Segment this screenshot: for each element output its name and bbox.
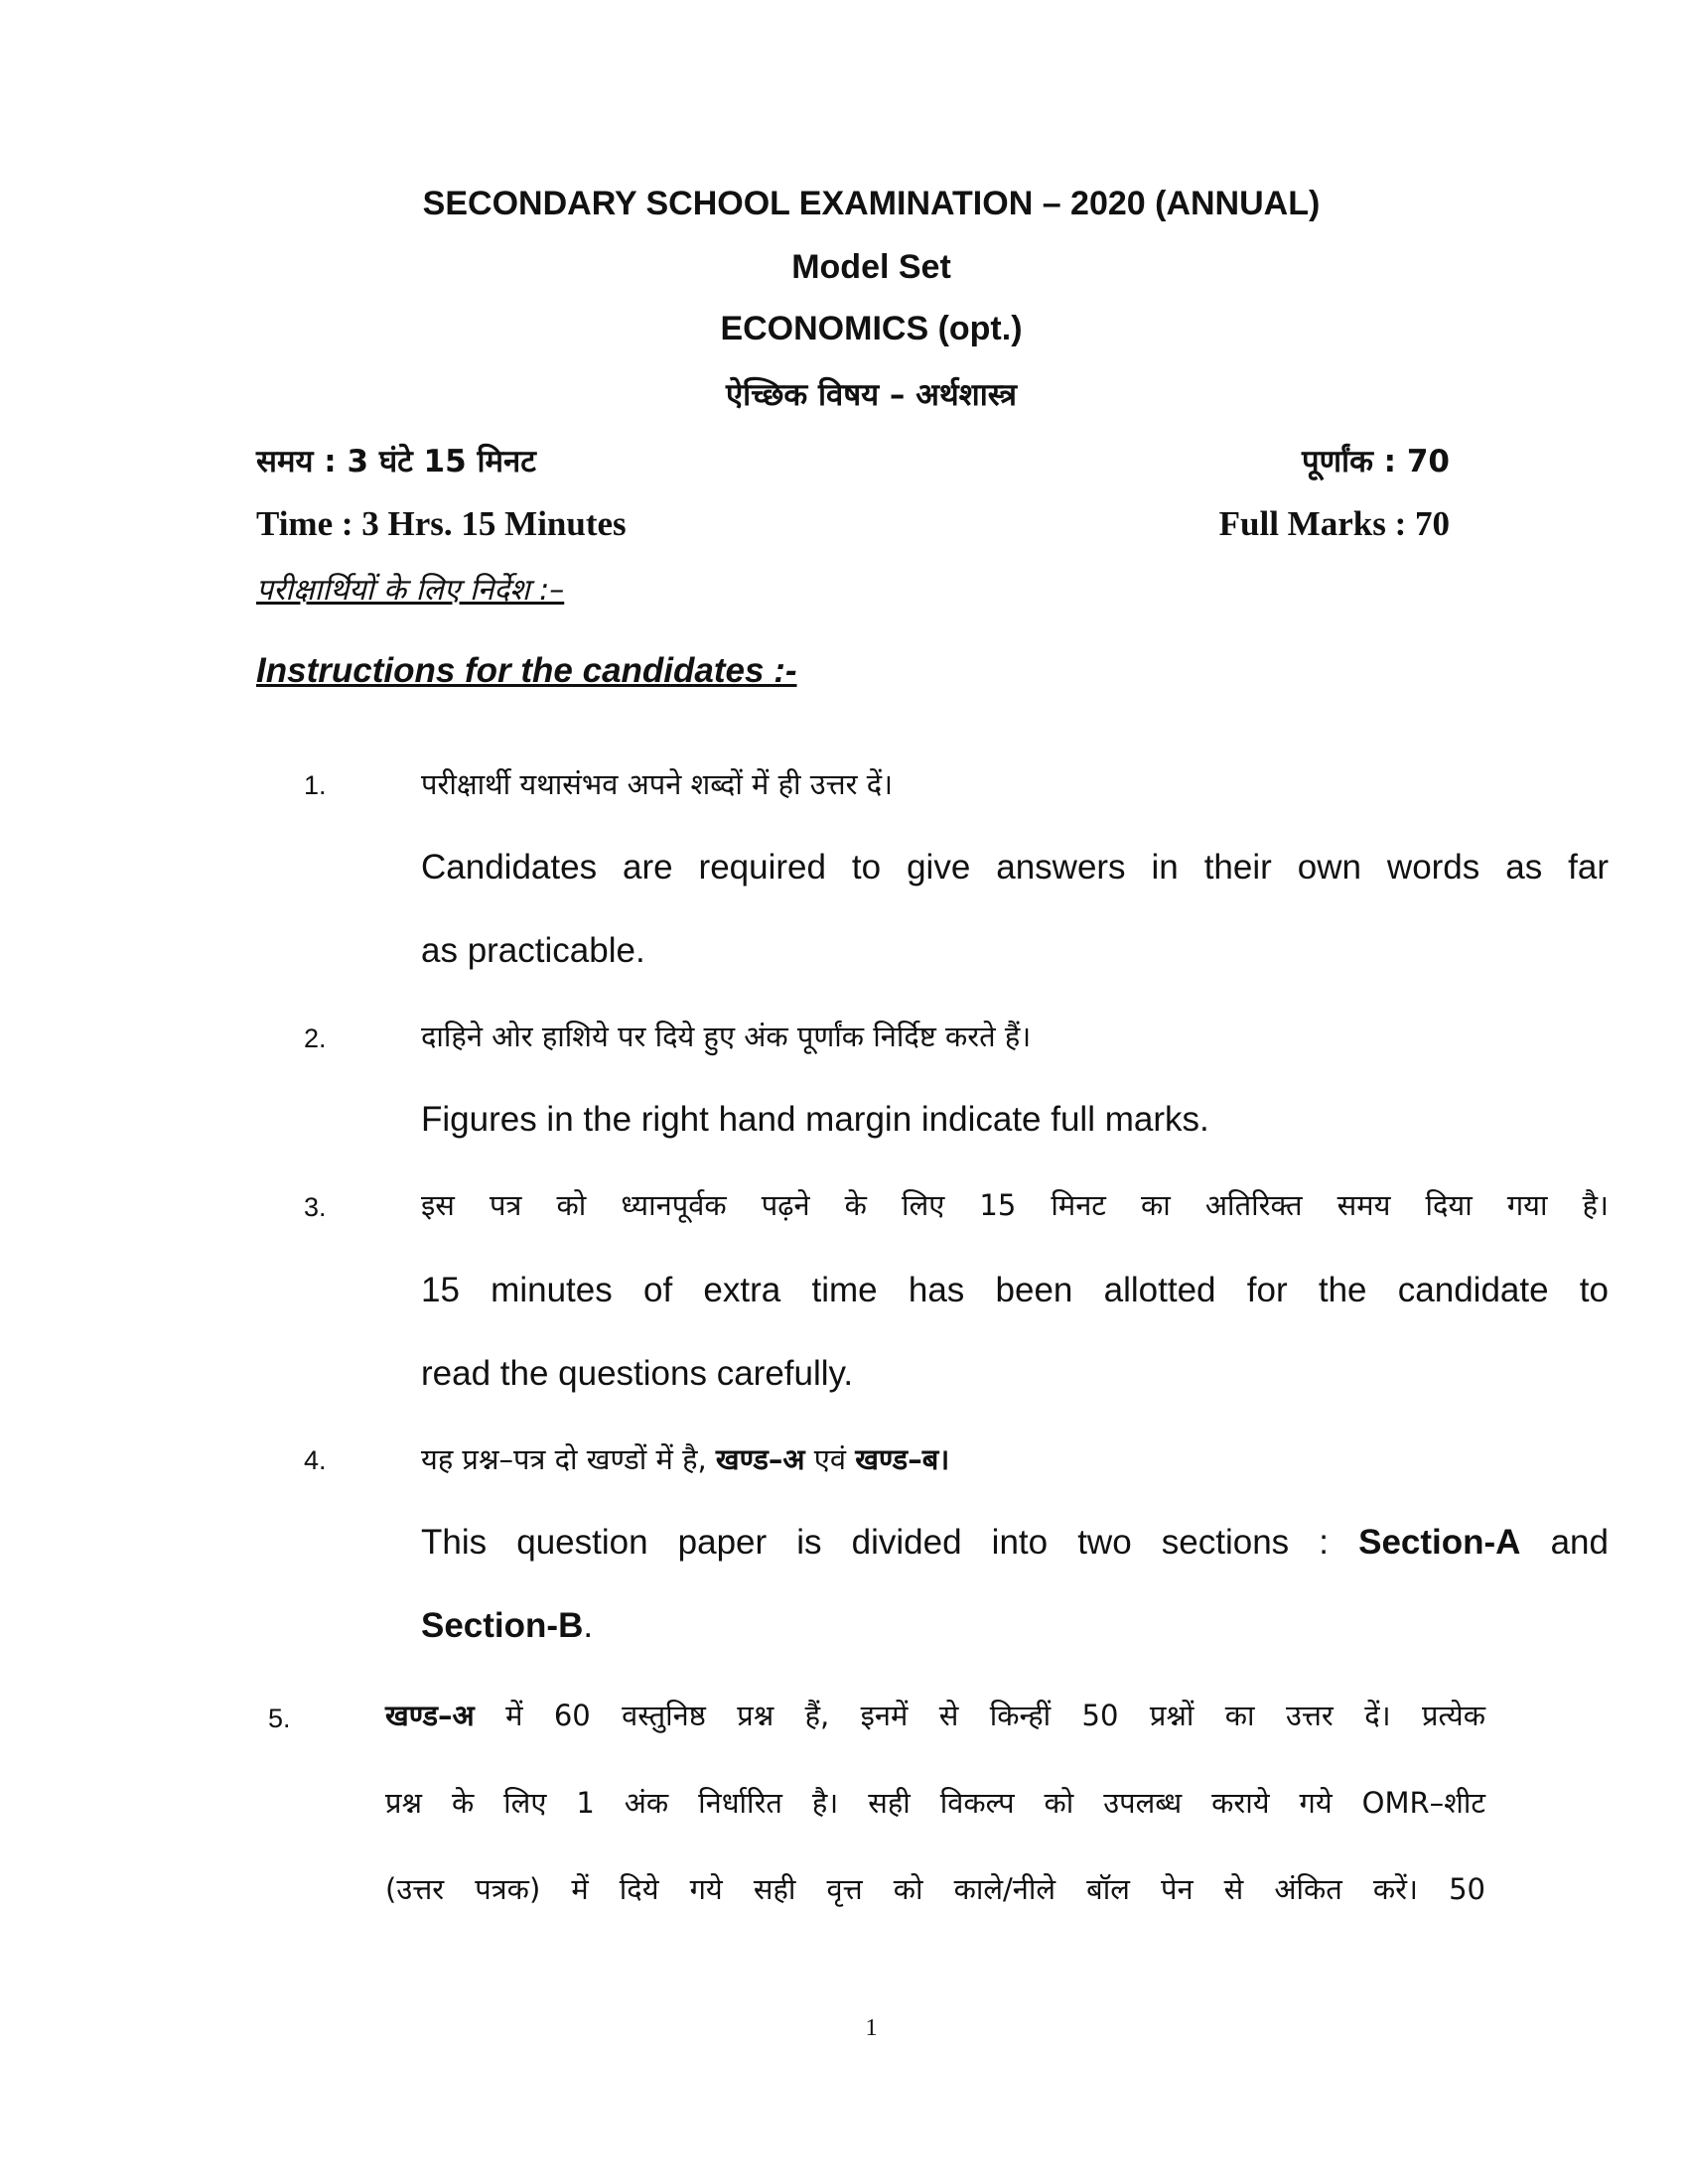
subject-title: ECONOMICS (opt.) bbox=[720, 310, 1023, 347]
item-hindi-text: (उत्तर पत्रक) में दिये गये सही वृत्त को काले/नीले बॉल पेन से अंकित करें। 50 bbox=[385, 1872, 1485, 1906]
full-marks-hindi: पूर्णांक : 70 bbox=[1302, 444, 1450, 479]
instructions-heading-hindi: परीक्षार्थियों के लिए निर्देश :– bbox=[256, 573, 565, 608]
english-text-part: and bbox=[1550, 1523, 1609, 1562]
item-hindi-text: इस पत्र को ध्यानपूर्वक पढ़ने के लिए 15 मिनट का अतिरिक्त समय दिया गया है। bbox=[421, 1188, 1609, 1222]
item-hindi-text: परीक्षार्थी यथासंभव अपने शब्दों में ही उत्तर दें। bbox=[421, 767, 894, 801]
item-english-text: as practicable. bbox=[421, 931, 645, 970]
item-english-text bbox=[421, 1606, 593, 1646]
model-set-label: Model Set bbox=[791, 248, 951, 286]
item-hindi-text bbox=[421, 1439, 949, 1478]
section-a-hindi: खण्ड–अ bbox=[715, 1442, 805, 1476]
hindi-text-part: यह प्रश्न–पत्र दो खण्डों में है, bbox=[421, 1442, 707, 1476]
item-english-text: read the questions carefully. bbox=[421, 1354, 854, 1393]
exam-title: SECONDARY SCHOOL EXAMINATION – 2020 (ANNUAL) bbox=[422, 185, 1321, 222]
item-hindi-text bbox=[385, 1696, 1485, 1734]
section-b-english: Section-B bbox=[421, 1606, 584, 1645]
item-hindi-text: प्रश्न के लिए 1 अंक निर्धारित है। सही विकल्प को उपलब्ध कराये गये OMR–शीट bbox=[385, 1786, 1485, 1820]
item-number: 4. bbox=[304, 1445, 327, 1475]
item-english-text bbox=[421, 1523, 1609, 1563]
item-hindi-text: दाहिने ओर हाशिये पर दिये हुए अंक पूर्णांक निर्दिष्ट करते हैं। bbox=[421, 1020, 1032, 1053]
time-english: Time : 3 Hrs. 15 Minutes bbox=[256, 504, 627, 543]
item-english-text: Figures in the right hand margin indicate full marks. bbox=[421, 1100, 1209, 1139]
item-number: 2. bbox=[304, 1024, 327, 1053]
item-english-text: 15 minutes of extra time has been allotted for the candidate to bbox=[421, 1271, 1609, 1309]
section-b-hindi: खण्ड–ब। bbox=[855, 1442, 950, 1476]
item-number: 5. bbox=[268, 1704, 291, 1733]
english-text-part: This question paper is divided into two sections : bbox=[421, 1523, 1329, 1562]
hindi-text-part: एवं bbox=[813, 1442, 846, 1476]
item-english-text: Candidates are required to give answers in their own words as far bbox=[421, 848, 1609, 887]
page-number: 1 bbox=[865, 2015, 878, 2041]
section-a-english: Section-A bbox=[1358, 1523, 1521, 1562]
instructions-heading-english: Instructions for the candidates :- bbox=[256, 651, 797, 690]
english-text-part: . bbox=[583, 1606, 594, 1645]
time-hindi: समय : 3 घंटे 15 मिनट bbox=[256, 444, 536, 479]
item-number: 1. bbox=[304, 770, 327, 800]
full-marks-english: Full Marks : 70 bbox=[1218, 504, 1450, 543]
subject-title-hindi: ऐच्छिक विषय – अर्थशास्त्र bbox=[726, 377, 1017, 413]
hindi-text-part: में 60 वस्तुनिष्ठ प्रश्न हैं, इनमें से किन्हीं 50 प्रश्नों का उत्तर दें। प्रत्येक bbox=[505, 1699, 1486, 1732]
section-a-hindi: खण्ड–अ bbox=[385, 1699, 475, 1732]
item-number: 3. bbox=[304, 1192, 327, 1222]
